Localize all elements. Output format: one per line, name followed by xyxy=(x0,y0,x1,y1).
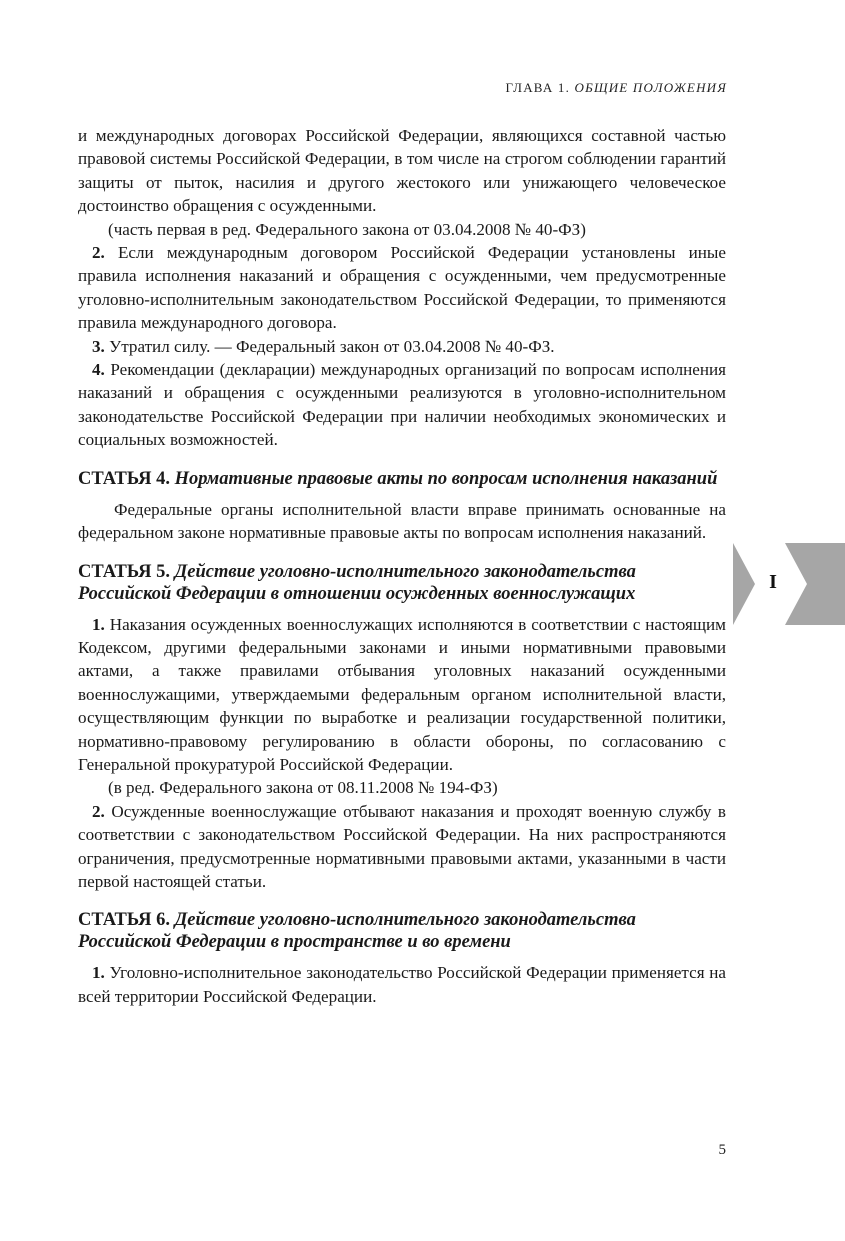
article-label: СТАТЬЯ 5. xyxy=(78,561,170,582)
paragraph-number: 4. xyxy=(92,360,105,380)
paragraph-2 xyxy=(78,241,726,335)
article-4-heading xyxy=(78,468,726,490)
article-6-paragraph-1 xyxy=(78,961,726,1008)
section-thumb-tab xyxy=(733,543,845,625)
paragraph-3 xyxy=(78,335,726,358)
article-5-heading xyxy=(78,561,726,605)
article-title: Действие уголовно-исполнительного законодательства Российской Федерации в пространстве и во времени xyxy=(78,910,636,953)
thumb-tab-block xyxy=(785,543,845,625)
paragraph-number: 1. xyxy=(92,614,105,634)
paragraph-text: Рекомендации (декларации) международных организаций по вопросам исполнения наказаний и обращения с осужденными реализуются в уголовно-исполнительном законодательстве Российской Федерации при наличии необходимых экономических и социальных возможностей. xyxy=(78,360,726,450)
article-5-paragraph-1 xyxy=(78,613,726,777)
running-head xyxy=(505,80,727,96)
page-body xyxy=(78,124,726,1008)
amendment-note: (в ред. Федерального закона от 08.11.2008 № 194-ФЗ) xyxy=(108,778,498,798)
article-4-text: Федеральные органы исполнительной власти вправе принимать основанные на федеральном законе нормативные правовые акты по вопросам исполнения наказаний. xyxy=(78,499,726,543)
article-title: Нормативные правовые акты по вопросам исполнения наказаний xyxy=(174,468,718,489)
paragraph-text: Наказания осужденных военнослужащих исполняются в соответствии с настоящим Кодексом, другими федеральными законами и иными нормативными правовыми актами, а также правилами отбывания уголовных наказаний осужденными военнослужащими, утверждаемыми федеральным органом исполнительной власти, осуществляющим функции по выработке и реализации государственной политики, нормативно-правовому регулированию в области обороны, по согласованию с Генеральной прокуратурой Российской Федерации. xyxy=(78,614,726,774)
amendment-note: (часть первая в ред. Федерального закона от 03.04.2008 № 40-ФЗ) xyxy=(108,219,586,239)
paragraph-number: 2. xyxy=(92,243,105,263)
article-title: Действие уголовно-исполнительного законодательства Российской Федерации в отношении осужденных военнослужащих xyxy=(78,561,636,604)
thumb-tab-arrow xyxy=(733,543,755,625)
article-5-paragraph-2 xyxy=(78,800,726,894)
paragraph-number: 3. xyxy=(92,336,105,356)
article-label: СТАТЬЯ 4. xyxy=(78,468,170,489)
article-6-heading xyxy=(78,909,726,953)
running-head-title: ОБЩИЕ ПОЛОЖЕНИЯ xyxy=(574,80,727,95)
paragraph-number: 1. xyxy=(92,963,105,983)
paragraph-text: Если международным договором Российской Федерации установлены иные правила исполнения наказаний и обращения с осужденными, чем предусмотренные уголовно-исполнительным законодательством Российской Федерации, то применяются правила международного договора. xyxy=(78,243,726,333)
paragraph-4 xyxy=(78,358,726,452)
paragraph-continuation: и международных договорах Российской Федерации, являющихся составной частью правовой системы Российской Федерации, в том числе на строгом соблюдении гарантий защиты от пыток, насилия и другого жестокого или унижающего человеческое достоинство обращения с осужденными. xyxy=(78,126,726,216)
running-head-chapter: ГЛАВА 1. xyxy=(505,80,571,95)
paragraph-text: Осужденные военнослужащие отбывают наказания и проходят военную службу в соответствии с законодательством Российской Федерации. На них распространяются ограничения, предусмотренные нормативными правовыми актами, указанными в части первой настоящей статьи. xyxy=(78,801,726,891)
paragraph-text: Утратил силу. — Федеральный закон от 03.04.2008 № 40-ФЗ. xyxy=(109,336,555,356)
thumb-tab-shape xyxy=(733,543,845,625)
paragraph-text: Уголовно-исполнительное законодательство Российской Федерации применяется на всей территории Российской Федерации. xyxy=(78,963,727,1006)
page-number: 5 xyxy=(718,1142,726,1158)
thumb-tab-label: I xyxy=(769,571,777,593)
paragraph-number: 2. xyxy=(92,801,105,821)
article-label: СТАТЬЯ 6. xyxy=(78,910,170,931)
